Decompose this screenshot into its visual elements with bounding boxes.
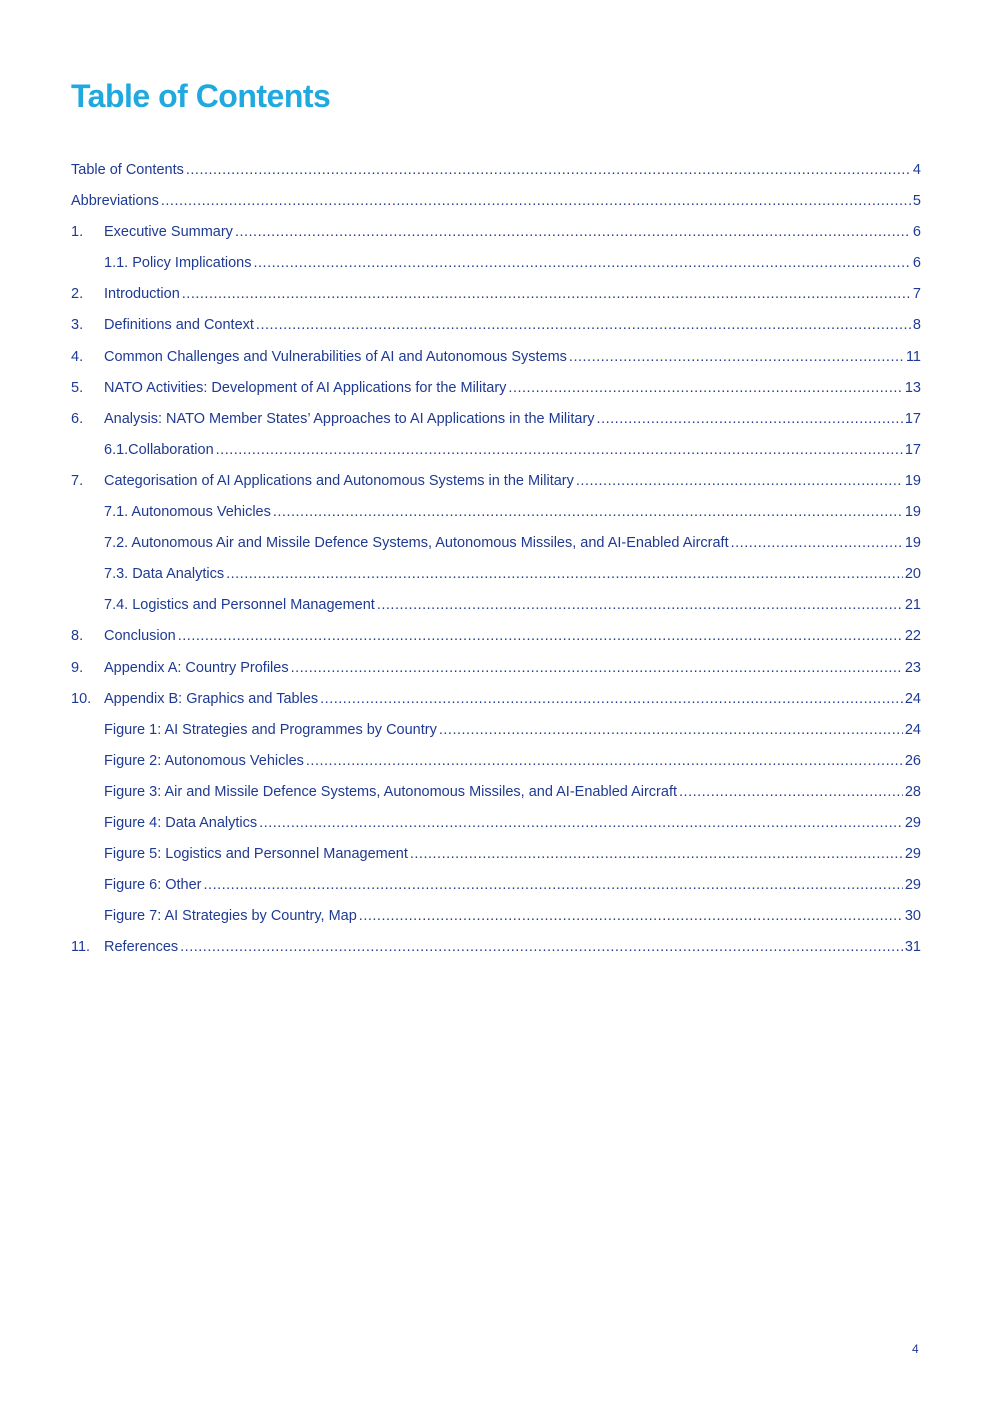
toc-dot-leader (256, 310, 911, 341)
toc-entry-title: 7.2. Autonomous Air and Missile Defence Systems, Autonomous Missiles, and AI-Enabled Aircraft (104, 535, 729, 552)
toc-entry[interactable] (71, 715, 921, 746)
toc-entry-title: Common Challenges and Vulnerabilities of AI and Autonomous Systems (104, 348, 567, 365)
toc-entry[interactable] (71, 621, 921, 652)
toc-entry-page: 21 (904, 597, 921, 614)
toc-entry-title: Introduction (104, 286, 180, 303)
toc-dot-leader (439, 715, 903, 746)
toc-entry-title: Figure 2: Autonomous Vehicles (104, 752, 304, 769)
toc-dot-leader (204, 870, 903, 901)
toc-dot-leader (180, 932, 903, 963)
toc-entry[interactable] (71, 217, 921, 248)
toc-entry[interactable] (71, 279, 921, 310)
toc-entry-title: Table of Contents (71, 162, 184, 178)
toc-entry-title: Figure 3: Air and Missile Defence Systems, Autonomous Missiles, and AI-Enabled Aircraft (104, 783, 678, 800)
toc-entry-title: 6.1.Collaboration (104, 441, 214, 458)
toc-entry[interactable] (71, 839, 921, 870)
toc-entry[interactable] (71, 310, 921, 341)
toc-dot-leader (576, 466, 903, 497)
toc-entry-number: 8. (71, 628, 84, 645)
toc-entry-page: 19 (904, 535, 921, 552)
toc-entry-page: 6 (912, 224, 921, 241)
toc-entry-page: 29 (904, 877, 921, 894)
toc-dot-leader (320, 684, 903, 715)
toc-entry-page: 4 (912, 162, 921, 178)
toc-entry[interactable] (71, 528, 921, 559)
toc-entry-page: 24 (904, 721, 921, 738)
toc-entry-page: 22 (904, 628, 921, 645)
toc-entry-title: Appendix A: Country Profiles (104, 659, 289, 676)
toc-entry[interactable] (71, 870, 921, 901)
toc-entry-number: 10. (71, 690, 92, 707)
toc-dot-leader (377, 590, 903, 621)
toc-entry-title: 7.1. Autonomous Vehicles (104, 504, 271, 521)
toc-dot-leader (216, 435, 903, 466)
toc-entry[interactable] (71, 248, 921, 279)
toc-entry-number: 7. (71, 472, 84, 489)
toc-entry[interactable] (71, 342, 921, 373)
toc-entry-number: 5. (71, 379, 84, 396)
toc-entry[interactable] (71, 559, 921, 590)
toc-entry-title: Conclusion (104, 628, 176, 645)
toc-entry[interactable] (71, 684, 921, 715)
page-title: Table of Contents (71, 78, 331, 114)
toc-entry-page: 29 (904, 814, 921, 831)
toc-dot-leader (410, 839, 903, 870)
toc-entry-page: 19 (904, 504, 921, 521)
toc-entry-title: Categorisation of AI Applications and Autonomous Systems in the Military (104, 472, 574, 489)
toc-dot-leader (291, 653, 903, 684)
toc-dot-leader (259, 808, 903, 839)
toc-entry-title: Figure 4: Data Analytics (104, 814, 258, 831)
toc-entry-page: 5 (912, 193, 921, 210)
toc-entry-number: 3. (71, 317, 84, 334)
toc-entry-number: 2. (71, 286, 84, 303)
toc-dot-leader (253, 248, 910, 279)
toc-entry[interactable] (71, 404, 921, 435)
toc-entry[interactable] (71, 932, 921, 963)
toc-entry-title: 7.4. Logistics and Personnel Management (104, 597, 375, 614)
toc-entry[interactable] (71, 777, 921, 808)
toc-entry-title: Definitions and Context (104, 317, 254, 334)
toc-entry-title: Figure 5: Logistics and Personnel Management (104, 846, 408, 863)
toc-entry-number: 6. (71, 410, 84, 427)
toc-dot-leader (569, 342, 904, 373)
toc-entry-number: 4. (71, 348, 84, 365)
toc-entry-title: Analysis: NATO Member States’ Approaches to AI Applications in the Military (104, 410, 595, 427)
toc-entry[interactable] (71, 901, 921, 932)
toc-entry-title: NATO Activities: Development of AI Applications for the Military (104, 379, 507, 396)
toc-entry-number: 11. (71, 939, 91, 956)
toc-entry[interactable] (71, 373, 921, 404)
toc-entry-title: Abbreviations (71, 193, 159, 210)
toc-dot-leader (186, 155, 911, 186)
toc-dot-leader (597, 404, 903, 435)
toc-entry-number: 9. (71, 659, 84, 676)
toc-entry[interactable] (71, 653, 921, 684)
toc-entry-title: Figure 1: AI Strategies and Programmes by Country (104, 721, 437, 738)
toc-entry-page: 17 (904, 441, 921, 458)
table-of-contents (71, 155, 921, 963)
toc-dot-leader (731, 528, 903, 559)
toc-entry-page: 20 (904, 566, 921, 583)
toc-entry[interactable] (71, 746, 921, 777)
toc-entry-page: 13 (904, 379, 921, 396)
toc-entry-page: 11 (905, 348, 921, 365)
toc-entry[interactable] (71, 155, 921, 186)
toc-entry-page: 24 (904, 690, 921, 707)
toc-entry-title: References (104, 939, 179, 956)
toc-entry[interactable] (71, 497, 921, 528)
toc-dot-leader (273, 497, 903, 528)
toc-entry-page: 23 (904, 659, 921, 676)
toc-dot-leader (359, 901, 903, 932)
toc-dot-leader (182, 279, 911, 310)
toc-entry-page: 19 (904, 472, 921, 489)
toc-entry-page: 29 (904, 846, 921, 863)
toc-entry-page: 31 (904, 939, 921, 956)
toc-dot-leader (679, 777, 903, 808)
toc-entry-page: 30 (904, 908, 921, 925)
toc-dot-leader (508, 373, 902, 404)
toc-entry[interactable] (71, 590, 921, 621)
toc-dot-leader (306, 746, 903, 777)
page-number: 4 (912, 1342, 919, 1356)
toc-entry-title: 1.1. Policy Implications (104, 255, 252, 272)
toc-entry-page: 28 (904, 783, 921, 800)
toc-entry-page: 7 (912, 286, 921, 303)
toc-entry-title: Appendix B: Graphics and Tables (104, 690, 319, 707)
toc-entry-page: 26 (904, 752, 921, 769)
toc-entry[interactable] (71, 808, 921, 839)
toc-entry[interactable] (71, 435, 921, 466)
toc-dot-leader (226, 559, 903, 590)
toc-entry-title: Executive Summary (104, 224, 233, 241)
toc-entry[interactable] (71, 466, 921, 497)
toc-entry-number: 1. (71, 224, 84, 241)
toc-entry-page: 8 (912, 317, 921, 334)
toc-entry-title: Figure 6: Other (104, 877, 202, 894)
toc-dot-leader (161, 186, 911, 217)
toc-entry-title: Figure 7: AI Strategies by Country, Map (104, 908, 357, 925)
toc-entry[interactable] (71, 186, 921, 217)
toc-entry-page: 17 (904, 410, 921, 427)
toc-dot-leader (235, 217, 911, 248)
toc-entry-title: 7.3. Data Analytics (104, 566, 225, 583)
toc-entry-page: 6 (912, 255, 921, 272)
toc-dot-leader (178, 621, 903, 652)
